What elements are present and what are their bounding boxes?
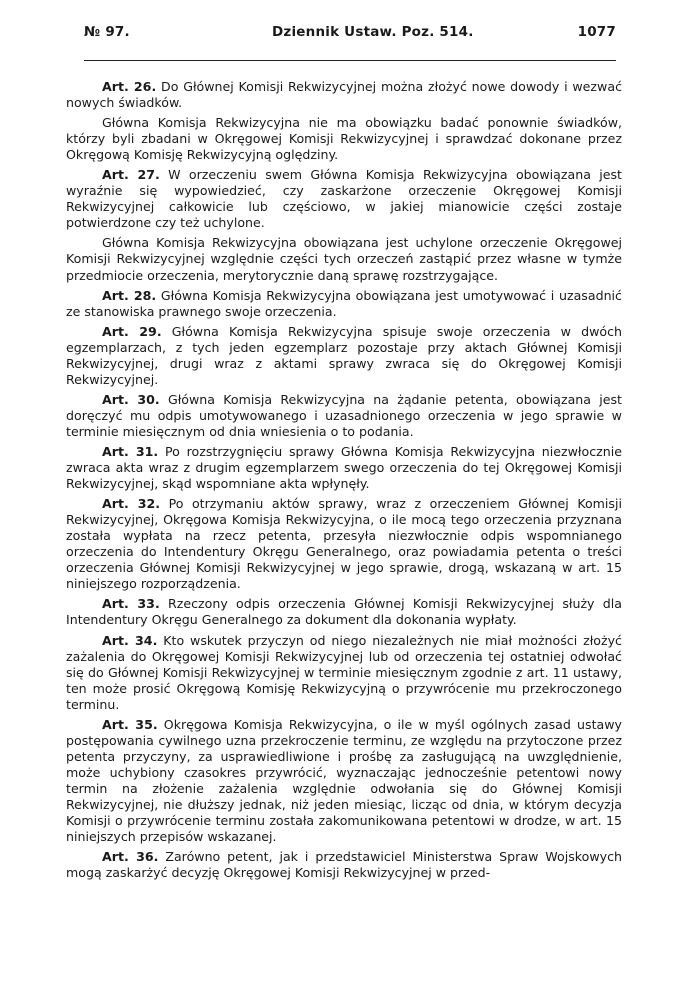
article-27-label: Art. 27. xyxy=(102,167,160,183)
article-27-text: W orzeczeniu swem Główna Komisja Rekwizycyjna obowiązana jest wyraźnie się wypowiedzieć, czy zaskarżone orzeczenie Okręgowej Komisji Rekwizycyjnej całkowicie lub częściowo, w jakiej mianowicie części zostaje potwierdzone czy też uchylone. xyxy=(66,167,622,231)
article-26-label: Art. 26. xyxy=(102,79,157,94)
article-33-label: Art. 33. xyxy=(102,596,160,612)
page-number: 1077 xyxy=(577,24,616,40)
journal-title: Dziennik Ustaw. Poz. 514. xyxy=(272,24,474,40)
page-header xyxy=(84,24,616,46)
article-29-paragraph xyxy=(66,324,622,388)
article-31-text: Po rozstrzygnięciu sprawy Główna Komisja Rekwizycyjna niezwłocznie zwraca akta wraz z drugim egzemplarzem swego orzeczenia do tej Okręgowej Komisji Rekwizycyjnej, skąd wspomniane akta wpłynęły. xyxy=(66,443,622,492)
article-26-paragraph xyxy=(66,79,622,111)
issue-number: № 97. xyxy=(84,24,130,40)
article-28-label: Art. 28. xyxy=(102,287,157,303)
article-33-text: Rzeczony odpis orzeczenia Głównej Komisji Rekwizycyjnej służy dla Intendentury Okręgu Generalnego za dokument dla dokonania wypłaty. xyxy=(66,596,622,628)
article-34-paragraph xyxy=(66,633,622,713)
article-34-text: Kto wskutek przyczyn od niego niezależnych nie miał możności złożyć zażalenia do Okręgowej Komisji Rekwizycyjnej lub od orzeczenia tej ostatniej odwołać się do Głównej Komisji Rekwizycyjnej w terminie miesięcznym zgodnie z art. 11 ustawy, ten może prosić Okręgową Komisję Rekwizycyjną o przywrócenie mu przekroczonego terminu. xyxy=(66,632,622,712)
article-30-paragraph xyxy=(66,392,622,440)
article-30-text: Główna Komisja Rekwizycyjna na żądanie petenta, obowiązana jest doręczyć mu odpis umotywowanego i uzasadnionego orzeczenia w jego sprawie w terminie miesięcznym od dnia wniesienia o to podania. xyxy=(66,391,622,439)
article-35-label: Art. 35. xyxy=(102,716,158,732)
article-31-paragraph xyxy=(66,444,622,492)
article-29-label: Art. 29. xyxy=(102,323,162,339)
article-32-text: Po otrzymaniu aktów sprawy, wraz z orzeczeniem Głównej Komisji Rekwizycyjnej, Okręgowa Komisja Rekwizycyjna, o ile mocą tego orzeczenia przyznana została wypłata na rzecz petenta, przesyła niezwłocznie odpis wspomnianego orzeczenia do Intendentury Okręgu Generalnego, oraz powiadamia petenta o treści orzeczenia Głównej Komisji Rekwizycyjnej w jego sprawie, drogą, wskazaną w art. 15 niniejszego rozporządzenia. xyxy=(66,496,622,592)
article-26-text: Do Głównej Komisji Rekwizycyjnej można złożyć nowe dowody i wezwać nowych świadków. xyxy=(66,79,622,111)
header-rule xyxy=(84,60,616,61)
article-36-paragraph xyxy=(66,849,622,881)
article-36-label: Art. 36. xyxy=(102,849,159,865)
article-34-label: Art. 34. xyxy=(102,632,158,648)
article-32-label: Art. 32. xyxy=(102,496,161,512)
article-27-subparagraph: Główna Komisja Rekwizycyjna obowiązana jest uchylone orzeczenie Okręgowej Komisji Rekwizycyjnej względnie części tych orzeczeń zastąpić przez własne w tymże przedmiocie orzeczenia, merytorycznie daną sprawę rozstrzygające. xyxy=(66,235,622,283)
article-30-label: Art. 30. xyxy=(102,391,160,407)
article-31-label: Art. 31. xyxy=(102,443,159,459)
article-29-text: Główna Komisja Rekwizycyjna spisuje swoje orzeczenia w dwóch egzemplarzach, z tych jeden egzemplarz pozostaje przy aktach Głównej Komisji Rekwizycyjnej, drugi wraz z aktami sprawy zwraca się do Okręgowej Komisji Rekwizycyjnej. xyxy=(66,323,622,387)
article-28-paragraph xyxy=(66,288,622,320)
article-35-text: Okręgowa Komisja Rekwizycyjna, o ile w myśl ogólnych zasad ustawy postępowania cywilnego uzna przekroczenie terminu, ze względu na przytoczone przez petenta przyczyny, za usprawiedliwione i prośbę za zasługującą na uwzględnienie, może uchybiony czasokres przywrócić, wyznaczając jednocześnie petentowi nowy termin na złożenie zażalenia względnie odwołania się do Głównej Komisji Rekwizycyjnej, nie dłuższy jednak, niż jeden miesiąc, licząc od dnia, w którym decyzja Komisji o przywrócenie terminu została zakomunikowana petentowi w drodze, w art. 15 niniejszych przepisów wskazanej. xyxy=(66,716,622,845)
article-27-paragraph xyxy=(66,167,622,231)
article-33-paragraph xyxy=(66,596,622,628)
article-28-text: Główna Komisja Rekwizycyjna obowiązana jest umotywować i uzasadnić ze stanowiska prawnego swoje orzeczenia. xyxy=(66,287,622,319)
article-body xyxy=(66,79,622,885)
article-35-paragraph xyxy=(66,717,622,845)
article-36-text: Zarówno petent, jak i przedstawiciel Ministerstwa Spraw Wojskowych mogą zaskarżyć decyzję Okręgowej Komisji Rekwizycyjnej w przed- xyxy=(66,849,622,881)
article-32-paragraph xyxy=(66,496,622,592)
article-26-subparagraph: Główna Komisja Rekwizycyjna nie ma obowiązku badać ponownie świadków, którzy byli zbadani w Okręgowej Komisji Rekwizycyjnej i sprawdzać dokonane przez Okręgową Komisję Rekwizycyjną oględziny. xyxy=(66,115,622,163)
